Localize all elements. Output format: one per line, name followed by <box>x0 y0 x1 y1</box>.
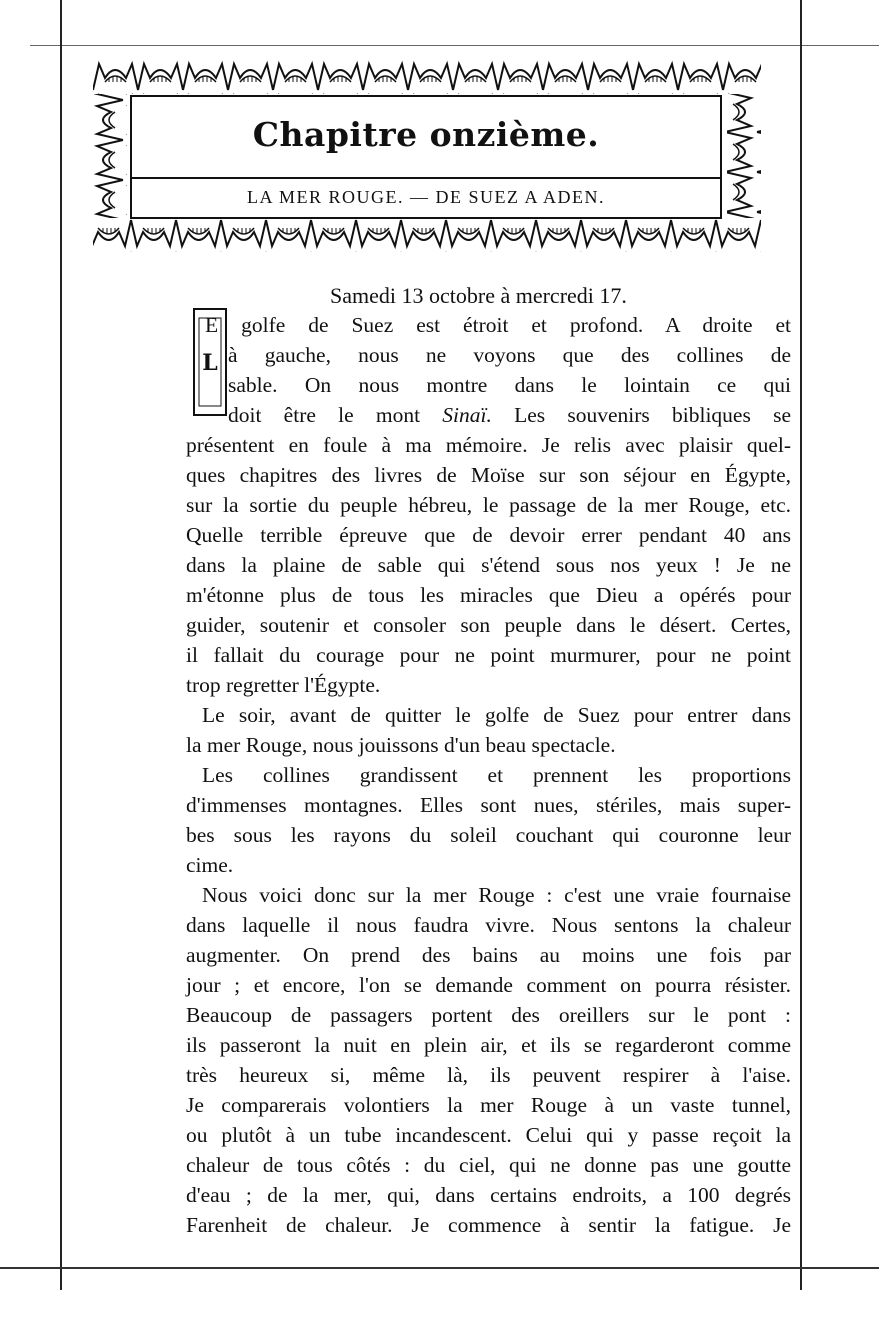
text-line: ques chapitres des livres de Moïse sur son séjour en Égypte, <box>186 463 791 487</box>
body-text <box>186 294 791 1240</box>
text-line: dans la plaine de sable qui s'étend sous nos yeux ! Je ne <box>186 553 791 577</box>
text-line: à gauche, nous ne voyons que des collines de <box>228 343 791 367</box>
text-line: jour ; et encore, l'on se demande comment on pourra résister. <box>186 973 791 997</box>
page-left-rule <box>60 0 62 1290</box>
text-line: sable. On nous montre dans le lointain ce qui <box>228 373 791 397</box>
text-segment: Les souvenirs bibliques se <box>491 403 791 427</box>
text-line: Quelle terrible épreuve que de devoir errer pendant 40 ans <box>186 523 791 547</box>
chapter-heading-box <box>130 95 722 219</box>
text-line <box>186 400 791 430</box>
svg-text:L: L <box>202 350 218 376</box>
text-line: chaleur de tous côtés : du ciel, qui ne donne pas une goutte <box>186 1153 791 1177</box>
text-line: augmenter. On prend des bains au moins une fois par <box>186 943 791 967</box>
date-line: Samedi 13 octobre à mercredi 17. <box>330 283 627 308</box>
text-line: il fallait du courage pour ne point murmurer, pour ne point <box>186 643 791 667</box>
text-line: Je comparerais volontiers la mer Rouge à un vaste tunnel, <box>186 1093 791 1117</box>
text-line: Nous voici donc sur la mer Rouge : c'est une vraie fournaise <box>202 883 791 907</box>
text-line: Les collines grandissent et prennent les proportions <box>202 763 791 787</box>
text-line: cime. <box>186 853 234 877</box>
text-line: trop regretter l'Égypte. <box>186 673 381 697</box>
page-right-rule <box>800 0 802 1290</box>
text-line: d'immenses montagnes. Elles sont nues, stériles, mais super- <box>186 793 791 817</box>
text-line: d'eau ; de la mer, qui, dans certains endroits, a 100 degrés <box>186 1183 791 1207</box>
chapter-title: Chapitre onzième. <box>252 115 600 154</box>
heading-divider <box>132 177 720 179</box>
text-line: présentent en foule à ma mémoire. Je relis avec plaisir quel- <box>186 433 791 457</box>
text-line: Farenheit de chaleur. Je commence à sentir la fatigue. Je <box>186 1213 791 1237</box>
italic-place-name: Sinaï. <box>442 403 492 427</box>
text-line: guider, soutenir et consoler son peuple dans le désert. Certes, <box>186 613 791 637</box>
text-segment: doit être le mont <box>228 403 443 427</box>
text-line: bes sous les rayons du soleil couchant qui couronne leur <box>186 823 791 847</box>
text-line: ou plutôt à un tube incandescent. Celui qui y passe reçoit la <box>186 1123 791 1147</box>
chapter-subtitle: LA MER ROUGE. — DE SUEZ A ADEN. <box>246 187 605 207</box>
page-bottom-rule <box>0 1267 879 1269</box>
text-line: la mer Rouge, nous jouissons d'un beau spectacle. <box>186 733 616 757</box>
text-line: Beaucoup de passagers portent des oreillers sur le pont : <box>186 1003 791 1027</box>
text-line: sur la sortie du peuple hébreu, le passage de la mer Rouge, etc. <box>186 493 791 517</box>
page-top-rule <box>30 45 879 46</box>
text-line: Le soir, avant de quitter le golfe de Suez pour entrer dans <box>202 703 791 727</box>
text-line: dans laquelle il nous faudra vivre. Nous sentons la chaleur <box>186 913 791 937</box>
text-line: très heureux si, même là, ils peuvent respirer à l'aise. <box>186 1063 791 1087</box>
text-line: m'étonne plus de tous les miracles que Dieu a opérés pour <box>186 583 791 607</box>
text-line: ils passeront la nuit en plein air, et ils se regarderont comme <box>186 1033 791 1057</box>
text-line: E golfe de Suez est étroit et profond. A droite et <box>205 313 791 337</box>
